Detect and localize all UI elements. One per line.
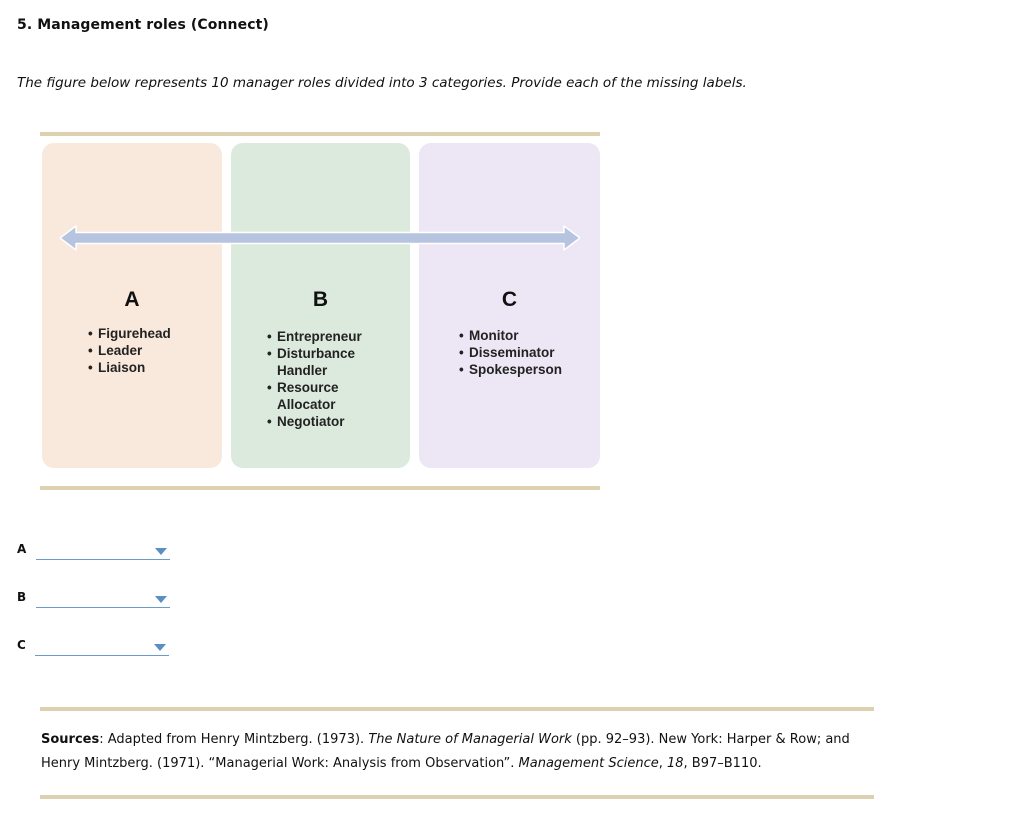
category-panel-a	[42, 143, 222, 468]
answer-select-b[interactable]	[36, 591, 170, 608]
role-item: • Negotiator	[267, 413, 377, 430]
sources-citation	[41, 728, 881, 776]
book-title: The Nature of Managerial Work	[368, 732, 572, 747]
journal-volume: 18	[666, 756, 684, 771]
role-item: • Leader	[88, 342, 171, 359]
answer-select-a[interactable]	[36, 543, 170, 560]
dropdown-caret-icon	[155, 548, 167, 555]
role-item: • Entrepreneur	[267, 328, 377, 345]
dropdown-caret-icon	[155, 596, 167, 603]
category-letter-c: C	[501, 288, 518, 311]
sources-bottom-rule	[40, 795, 874, 799]
double-headed-arrow-icon	[60, 223, 580, 253]
answer-select-c[interactable]	[35, 639, 169, 656]
role-list-c	[459, 327, 562, 378]
role-item: • Spokesperson	[459, 361, 562, 378]
role-item: • Liaison	[88, 359, 171, 376]
answer-label-a: A	[17, 542, 27, 556]
question-instructions: The figure below represents 10 manager roles divided into 3 categories. Provide each of the missing labels.	[17, 75, 747, 91]
category-letter-a: A	[124, 288, 140, 311]
sources-label: Sources	[41, 732, 100, 747]
manager-roles-figure	[40, 130, 600, 492]
journal-title: Management Science	[518, 756, 659, 771]
role-item: • Disturbance Handler	[267, 345, 377, 379]
figure-bottom-rule	[40, 486, 600, 490]
category-panel-c	[419, 143, 600, 468]
category-panel-b	[231, 143, 410, 468]
role-item: • Monitor	[459, 327, 562, 344]
figure-top-rule	[40, 132, 600, 136]
role-list-a	[88, 325, 171, 376]
category-letter-b: B	[312, 288, 329, 311]
sources-text-part: ,	[658, 756, 667, 771]
sources-top-rule	[40, 707, 874, 711]
dropdown-caret-icon	[154, 644, 166, 651]
sources-text-part: (pp. 92–93). New York: Harper & Row; and Henry Mintzberg. (1971). “Managerial Work: Analysis from Observation”.	[41, 732, 850, 771]
role-item: • Figurehead	[88, 325, 171, 342]
role-item: • Resource Allocator	[267, 379, 377, 413]
role-list-b	[267, 328, 377, 430]
question-title: 5. Management roles (Connect)	[17, 17, 269, 33]
sources-text-part: , B97–B110.	[683, 756, 762, 771]
role-item: • Disseminator	[459, 344, 562, 361]
sources-text-part: Adapted from Henry Mintzberg. (1973).	[103, 732, 369, 747]
sources-colon: :	[99, 732, 104, 747]
answer-label-b: B	[17, 590, 27, 604]
answer-label-c: C	[17, 638, 26, 652]
